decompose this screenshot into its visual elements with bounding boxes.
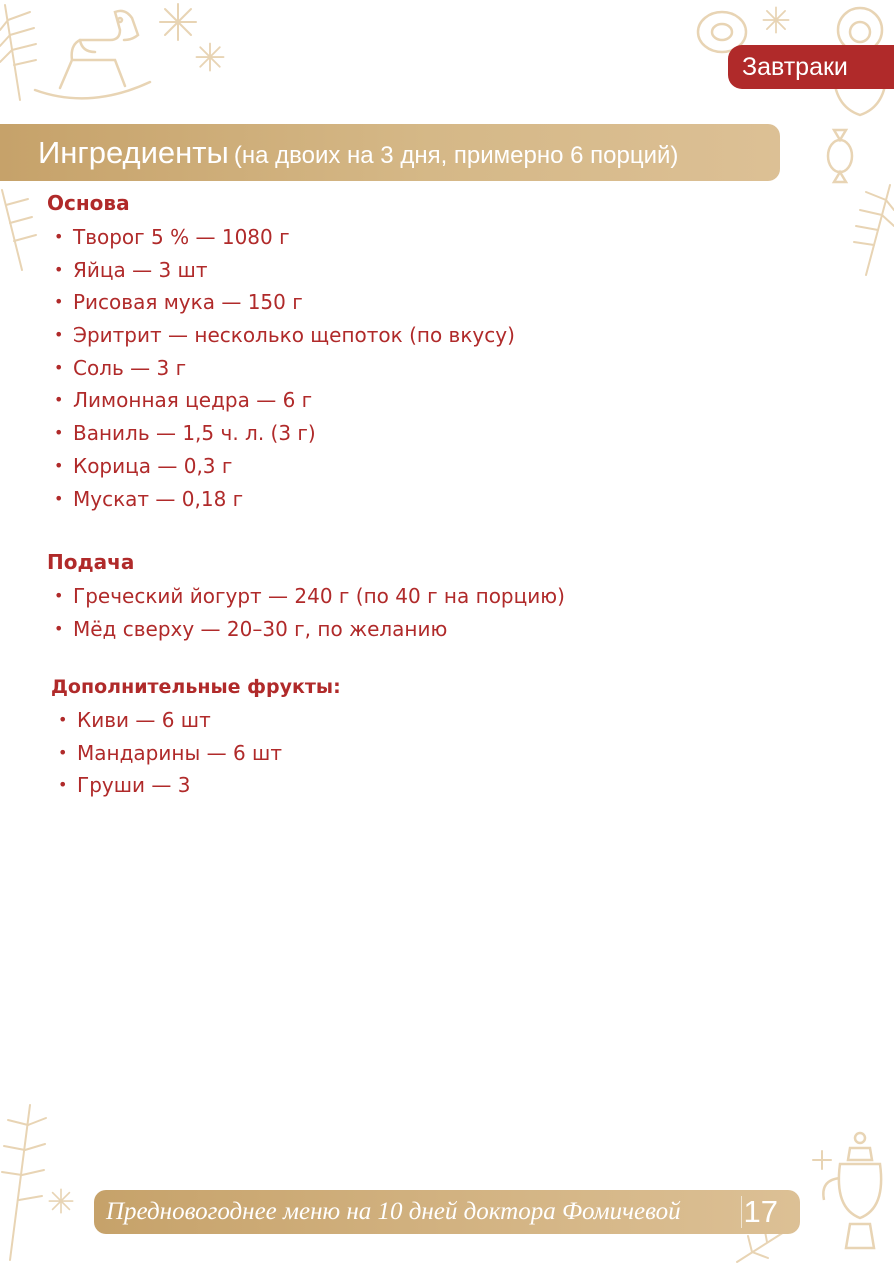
list-item: • Рисовая мука — 150 г [47,286,515,319]
samovar-icon [814,1128,894,1264]
section-title-base: Основа [47,191,130,215]
header-title: Ингредиенты [38,135,229,170]
ingredient-list-base [47,221,515,515]
fir-branch-icon [0,1100,50,1264]
snowflake-icon [48,1188,74,1214]
footer-divider [741,1196,742,1228]
snowflake-icon [158,2,198,42]
list-item: • Греческий йогурт — 240 г (по 40 г на порцию) [47,580,565,613]
ingredient-list-fruits [51,704,282,802]
list-item: • Соль — 3 г [47,352,515,385]
list-item: • Мускат — 0,18 г [47,483,515,516]
page-number: 17 [743,1194,778,1229]
section-title-serving: Подача [47,550,135,574]
fir-branch-icon [0,0,50,110]
list-item: • Мандарины — 6 шт [51,737,282,770]
list-item: • Киви — 6 шт [51,704,282,737]
candy-icon [818,128,862,184]
list-item: • Корица — 0,3 г [47,450,515,483]
star-icon [812,1150,832,1170]
list-item: • Ваниль — 1,5 ч. л. (3 г) [47,417,515,450]
snowflake-icon [195,42,225,72]
header-subtitle: (на двоих на 3 дня, примерно 6 порций) [233,142,679,169]
list-item: • Яйца — 3 шт [47,254,515,287]
footer-bar [94,1190,800,1234]
list-item: • Лимонная цедра — 6 г [47,384,515,417]
footer-title: Предновогоднее меню на 10 дней доктора Фомичевой [106,1198,681,1225]
fir-branch-icon [0,185,40,275]
section-title-fruits: Дополнительные фрукты: [51,676,341,698]
list-item: • Мёд сверху — 20–30 г, по желанию [47,613,565,646]
ingredients-header [0,124,780,181]
ingredient-list-serving [47,580,565,645]
fir-branch-icon [846,180,894,280]
list-item: • Эритрит — несколько щепоток (по вкусу) [47,319,515,352]
snowflake-icon [762,6,790,34]
list-item: • Творог 5 % — 1080 г [47,221,515,254]
list-item: • Груши — 3 [51,769,282,802]
section-tag: Завтраки [728,45,894,89]
